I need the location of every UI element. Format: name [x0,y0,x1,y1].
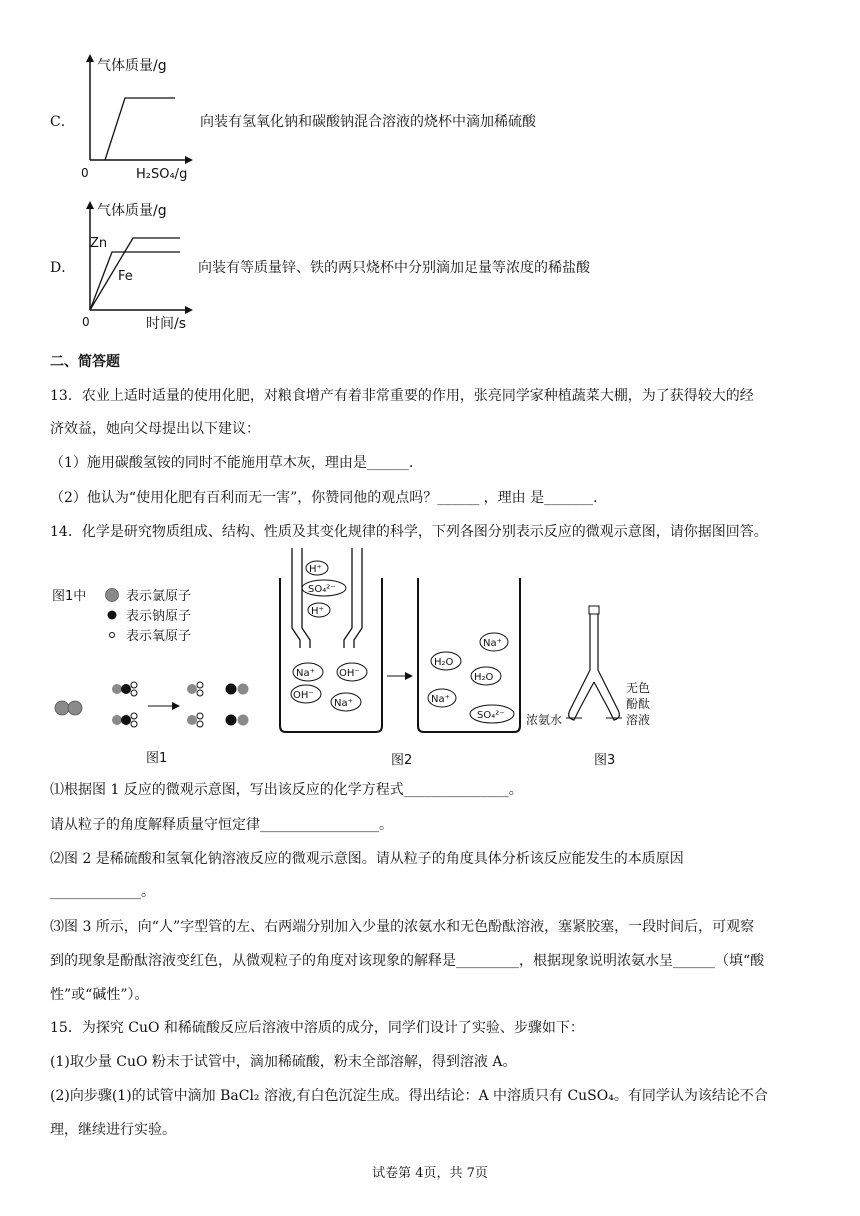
figure-2 [272,548,532,773]
q15-line4: 理，继续进行实验。 [50,1122,176,1138]
graph-d-origin: 0 [82,315,90,329]
graph-c-xlabel: H₂SO₄/g [136,167,188,182]
page-footer: 试卷第 4页，共 7页 [372,1166,488,1181]
fig1-legend-cl: 表示氯原子 [126,589,192,604]
graph-c [60,50,210,190]
q14-p2a: ⑵图 2 是稀硫酸和氢氧化钠溶液反应的微观示意图。请从粒子的角度具体分析该反应能发生的本质原因 [50,851,684,867]
fig3-caption: 图3 [594,753,616,768]
graph-c-ylabel: 气体质量/g [97,58,167,74]
svg-text:H₂O: H₂O [474,672,494,683]
section-title: 二、简答题 [50,354,120,370]
option-c-text: 向装有氢氧化钠和碳酸钠混合溶液的烧杯中滴加稀硫酸 [200,114,536,130]
svg-text:Na⁺: Na⁺ [483,638,502,649]
svg-text:H⁺: H⁺ [311,606,324,617]
q14-p1a: ⑴根据图 1 反应的微观示意图，写出该反应的化学方程式_______________。 [50,782,523,798]
fig1-legend-na: 表示钠原子 [126,609,192,624]
graph-d [60,195,210,335]
fig3-label-3: 溶液 [626,713,651,727]
graph-d-fe-label: Fe [118,269,133,284]
q14-p3a: ⑶图 3 所示，向“人”字型管的左、右两端分别加入少量的浓氨水和无色酚酞溶液，塞紧胶塞，一段时间后，可观察 [50,919,755,935]
fig3-label-ammonia: 浓氨水 [526,713,563,727]
figure-1 [50,580,260,770]
graph-d-ylabel: 气体质量/g [97,203,167,219]
option-d-label: D． [50,260,76,276]
q13-line1: 13．农业上适时适量的使用化肥，对粮食增产有着非常重要的作用，张亮同学家种植蔬菜大棚，为了获得较大的经 [50,388,754,404]
svg-text:H⁺: H⁺ [309,564,322,575]
q13-line2: 济效益，她向父母提出以下建议： [50,421,260,437]
q15-line2: (1)取少量 CuO 粉末于试管中，滴加稀硫酸，粉末全部溶解，得到溶液 A。 [50,1054,517,1070]
graph-c-origin: 0 [81,166,89,180]
fig1-caption: 图1 [146,751,168,766]
q13-part2: （2）他认为“使用化肥有百利而无一害”，你赞同他的观点吗？______ ，理由 是_______. [50,490,598,506]
q14-p3b: 到的现象是酚酞溶液变红色，从微观粒子的角度对该现象的解释是_________，根据现象说明浓氨水呈______（填“酸 [50,953,765,969]
svg-text:OH⁻: OH⁻ [293,690,314,701]
q13-part1: （1）施用碳酸氢铵的同时不能施用草木灰，理由是______. [50,455,414,471]
svg-text:H₂O: H₂O [434,657,454,668]
fig1-legend-o: 表示氧原子 [126,629,192,644]
fig2-caption: 图2 [391,753,413,768]
svg-text:Na⁺: Na⁺ [296,668,315,679]
figure-3 [520,600,660,770]
fig1-title: 图1中 [52,589,87,604]
svg-text:Na⁺: Na⁺ [334,698,353,709]
fig3-label-2: 酚酞 [626,697,651,711]
graph-d-xlabel: 时间/s [146,316,187,332]
svg-text:SO₄²⁻: SO₄²⁻ [308,584,336,595]
q14-p1b: 请从粒子的角度解释质量守恒定律_________________。 [50,817,393,833]
q15-line3: (2)向步骤(1)的试管中滴加 BaCl₂ 溶液,有白色沉淀生成。得出结论：A 中溶质只有 CuSO₄。有同学认为该结论不合 [50,1088,768,1104]
graph-d-zn-label: Zn [90,236,108,251]
svg-text:SO₄²⁻: SO₄²⁻ [477,710,505,721]
svg-text:OH⁻: OH⁻ [339,668,360,679]
option-d-text: 向装有等质量锌、铁的两只烧杯中分别滴加足量等浓度的稀盐酸 [198,260,590,276]
q14-p2b: _____________。 [50,884,155,900]
q14-p3c: 性”或“碱性”）。 [50,987,149,1003]
q15-line1: 15．为探究 CuO 和稀硫酸反应后溶液中溶质的成分，同学们设计了实验、步骤如下： [50,1020,584,1036]
svg-text:Na⁺: Na⁺ [431,694,450,705]
fig3-label-1: 无色 [626,681,651,695]
q14-line1: 14．化学是研究物质组成、结构、性质及其变化规律的科学，下列各图分别表示反应的微观示意图，请你据图回答。 [50,524,768,540]
option-c-label: C． [50,114,75,130]
